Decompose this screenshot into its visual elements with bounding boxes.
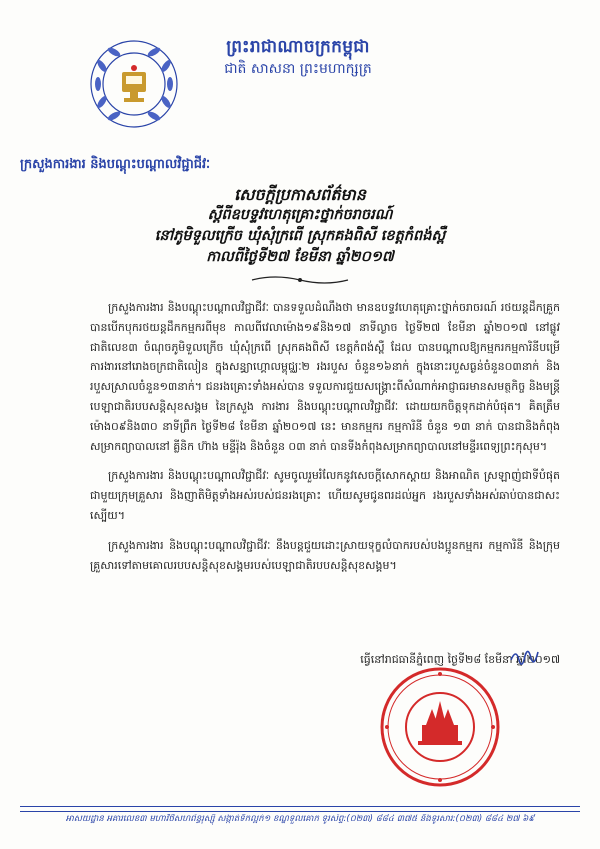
- footer-address: អាសយដ្ឋាន អគារលេខ៣ មហាវិថីសហព័ន្ធរុស្ស៊ី សង្កាត់ទឹកល្អក់១ ខណ្ឌទួលគោក ទូរស័ព្ទ:(០២៣) ៨៨៤ ៣៧៥ និងទូរសារ:(០២៣) ៨៨៤ ២៧ ៦៩: [65, 814, 535, 824]
- title-line-4: កាលពីថ្ងៃទី២៧ ខែមីនា ឆ្នាំ២០១៧: [206, 249, 394, 265]
- title-line-3: នៅភូមិទួលក្រើច ឃុំសុំក្រពើ ស្រុកគងពិសី ខេត្តកំពង់ស្ពឺ: [154, 228, 446, 244]
- ornament-divider-icon: [250, 273, 350, 287]
- national-motto: ជាតិ សាសនា ព្រះមហាក្សត្រ: [224, 61, 372, 77]
- signature-icon: [508, 642, 540, 674]
- official-seal-icon: [378, 665, 502, 789]
- title-line-1: សេចក្តីប្រកាសព័ត៌មាន: [234, 185, 366, 204]
- footer-divider: [20, 806, 580, 812]
- paragraph-3: ក្រសួងការងារ និងបណ្តុះបណ្តាលវិជ្ជាជីវៈ នឹងបន្តជួយដោះស្រាយទុក្ខលំបាករបស់បងប្អូនកម្មករ កម្មការិនី និងក្រុមគ្រួសារទៅតាមគោលរបបសន្តិសុខសង្គមរបស់បេឡាជាតិរបបសន្តិសុខសង្គម។: [90, 538, 560, 572]
- ministry-name: ក្រសួងការងារ និងបណ្តុះបណ្តាលវិជ្ជាជីវៈ: [20, 157, 211, 172]
- title-line-2: ស្តីពីឧបទ្ទវហេតុគ្រោះថ្នាក់ចរាចរណ៍: [207, 207, 393, 223]
- date-line: ធ្វើនៅរាជធានីភ្នំពេញ ថ្ងៃទី២៨ ខែមីនា ឆ្នាំ២០១៧: [360, 653, 560, 666]
- announcement-body: [90, 298, 560, 585]
- title-block: [40, 184, 560, 268]
- paragraph-2: ក្រសួងការងារ និងបណ្តុះបណ្តាលវិជ្ជាជីវៈ សូមចូលរួមរំលែកនូវសេចក្តីសោកស្តាយ និងអាណិត ស្រឡាញ់ជាទីបំផុតជាមួយក្រុមគ្រួសារ និងញាតិមិត្តទាំងអស់របស់ជនរងគ្រោះ ហើយសូមជូនពរដល់អ្នក រងរបួសទាំងអស់ឆាប់បានជាសះស្បើយ។: [90, 469, 560, 522]
- ministry-logo-icon: [88, 38, 180, 130]
- kingdom-heading: ព្រះរាជាណាចក្រកម្ពុជា: [226, 37, 370, 57]
- paragraph-1: ក្រសួងការងារ និងបណ្តុះបណ្តាលវិជ្ជាជីវៈ បានទទួលដំណឹងថា មានឧបទ្ទវហេតុគ្រោះថ្នាក់ចរាចរណ៍ រថយន្តដឹកគ្រួកបានបើកបុករថយន្តដឹកកម្មករពីមុខ កាលពីវេលាម៉ោង១៩និង១៧ នាទីល្ងាច ថ្ងៃទី២៧ ខែមីនា ឆ្នាំ២០១៧ នៅផ្លូវជាតិលេខ៣ ចំណុចភូមិទួលក្រើច ឃុំសុំក្រពើ ស្រុកគងពិសី ខេត្តកំពង់ស្ពឺ ដែល បានបណ្តាលឱ្យកម្មករកម្មការិនីបម្រើការងារនៅរោងចក្រជាតិលៀន ក្នុងសន្ធ្យាហ្គោលម្ពុជ្ឈៈ២ រងរបួស ចំនួន១៦នាក់ ក្នុងនោះរបួសធ្ងន់ចំនួន០៣នាក់ និងរបួសស្រាលចំនួន១៣នាក់។ ជនរងគ្រោះទាំងអស់បាន ទទួលការជួយសង្គ្រោះពីសំណាក់អាជ្ញាធរមានសមត្ថកិច្ច និងមន្ត្រីបេឡាជាតិរបបសន្តិសុខសង្គម នៃក្រសួង ការងារ និងបណ្តុះបណ្តាលវិជ្ជាជីវៈ ដោយយកចិត្តទុកដាក់បំផុត។ គិតត្រឹមម៉ោង០៩និង៣០ នាទីព្រឹក ថ្ងៃទី២៨ ខែមីនា ឆ្នាំ២០១៧ នេះ មានកម្មករ កម្មការិនី ចំនួន ១៣ នាក់ បានជានិងកំពុងសម្រាកព្យាបាលនៅ គ្លីនិក ហ៊ាង មន្ទីរ៉ុង និងចំនួន ០៣ នាក់ បានទីងកំពុងសម្រាកព្យាបាលនៅមន្ទីរពេទ្យព្រះកុសុម។: [90, 301, 560, 453]
